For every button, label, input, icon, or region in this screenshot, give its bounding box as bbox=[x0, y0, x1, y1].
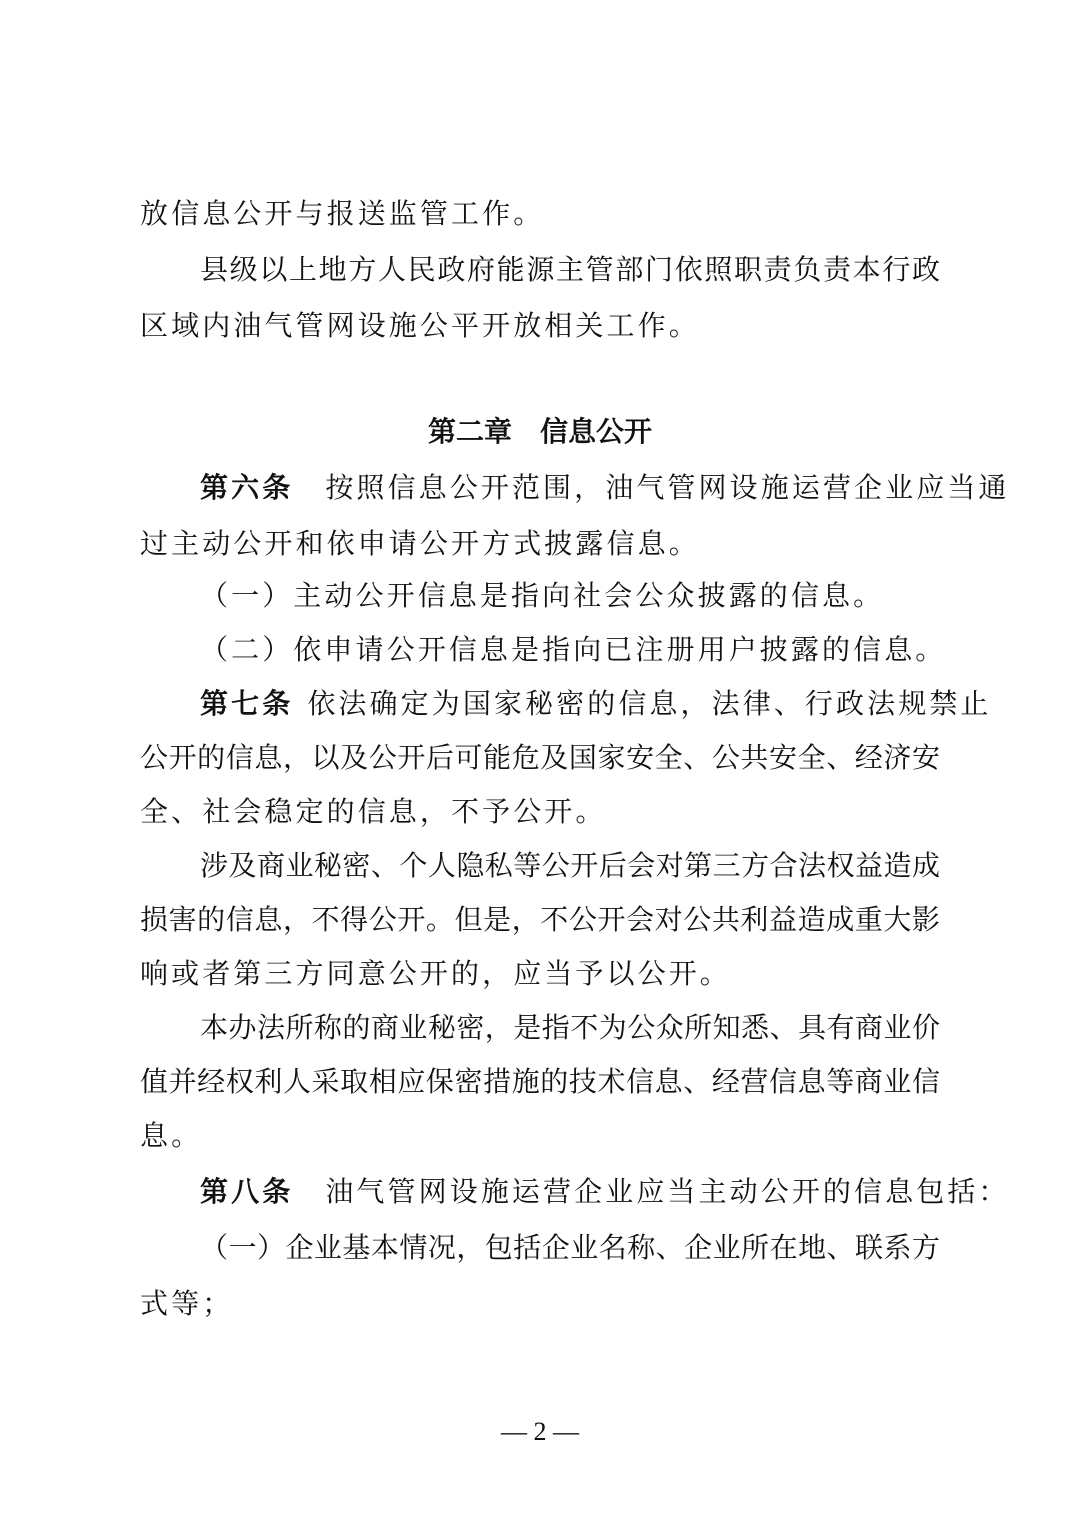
article-7-para2-line-2: 损害的信息，不得公开。但是，不公开会对公共利益造成重大影 bbox=[140, 903, 940, 936]
article-label: 第六条 bbox=[200, 471, 294, 504]
article-8-line-1 bbox=[140, 1164, 1010, 1220]
article-7-para2-line-1: 涉及商业秘密、个人隐私等公开后会对第三方合法权益造成 bbox=[200, 849, 940, 882]
chapter-heading: 第二章 信息公开 bbox=[427, 415, 652, 448]
article-text: 油气管网设施运营企业应当主动公开的信息包括： bbox=[325, 1175, 1010, 1208]
paragraph-line: 放信息公开与报送监管工作。 bbox=[140, 197, 545, 230]
article-6-line-2: 过主动公开和依申请公开方式披露信息。 bbox=[140, 527, 700, 560]
article-8-item-1-line-1: （一）企业基本情况，包括企业名称、企业所在地、联系方 bbox=[200, 1231, 940, 1264]
article-7-para3-line-1: 本办法所称的商业秘密，是指不为公众所知悉、具有商业价 bbox=[200, 1011, 940, 1044]
article-7-para2-line-3: 响或者第三方同意公开的，应当予以公开。 bbox=[140, 957, 731, 990]
article-7-line-3: 全、社会稳定的信息，不予公开。 bbox=[140, 795, 607, 828]
article-label: 第八条 bbox=[200, 1175, 294, 1208]
article-label: 第七条 bbox=[200, 687, 294, 720]
article-6-item-1: （一）主动公开信息是指向社会公众披露的信息。 bbox=[200, 579, 885, 612]
article-7-para3-line-2: 值并经权利人采取相应保密措施的技术信息、经营信息等商业信 bbox=[140, 1065, 940, 1098]
article-7-line-2: 公开的信息，以及公开后可能危及国家安全、公共安全、经济安 bbox=[140, 741, 940, 774]
article-text: 依法确定为国家秘密的信息，法律、行政法规禁止 bbox=[307, 687, 992, 720]
article-7-para3-line-3: 息。 bbox=[140, 1119, 203, 1152]
paragraph-line: 区域内油气管网设施公平开放相关工作。 bbox=[140, 309, 700, 342]
article-8-item-1-line-2: 式等； bbox=[140, 1287, 234, 1320]
paragraph-line: 县级以上地方人民政府能源主管部门依照职责负责本行政 bbox=[200, 253, 940, 286]
article-6-line-1 bbox=[140, 460, 1010, 516]
article-7-line-1 bbox=[140, 676, 992, 732]
article-6-item-2: （二）依申请公开信息是指向已注册用户披露的信息。 bbox=[200, 633, 947, 666]
article-text: 按照信息公开范围，油气管网设施运营企业应当通 bbox=[325, 471, 1010, 504]
page-number: — 2 — bbox=[501, 1417, 579, 1446]
